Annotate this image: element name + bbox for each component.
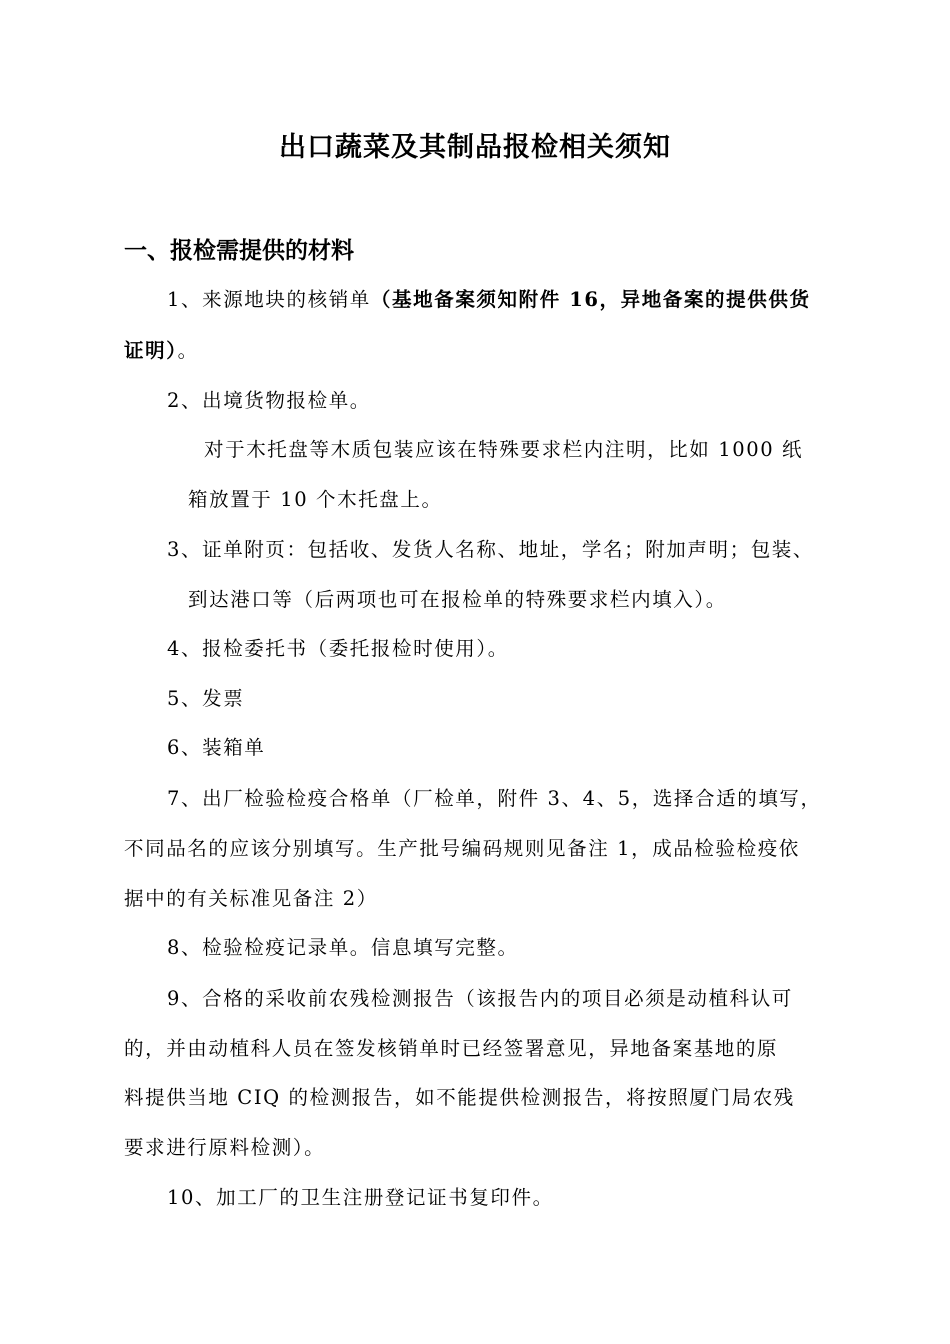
- document-title: 出口蔬菜及其制品报检相关须知: [279, 132, 671, 163]
- item-2-note-line-1: 对于木托盘等木质包装应该在特殊要求栏内注明，比如 1000 纸: [204, 438, 804, 461]
- item-4: 4、报检委托书（委托报检时使用）。: [167, 637, 509, 660]
- item-6: 6、装箱单: [167, 736, 266, 759]
- item-7-line-3: 据中的有关标准见备注 2）: [124, 887, 378, 910]
- item-2-note-line-2: 箱放置于 10 个木托盘上。: [188, 488, 443, 511]
- item-1-prefix: 1、来源地块的核销单: [167, 288, 371, 311]
- item-2: 2、出境货物报检单。: [167, 389, 371, 412]
- item-9-line-2: 的，并由动植科人员在签发核销单时已经签署意见，异地备案基地的原: [124, 1037, 779, 1060]
- item-9-line-3: 料提供当地 CIQ 的检测报告，如不能提供检测报告，将按照厦门局农残: [124, 1086, 795, 1109]
- item-7-line-2: 不同品名的应该分别填写。生产批号编码规则见备注 1，成品检验检疫依: [124, 837, 800, 860]
- item-9-line-1: 9、合格的采收前农残检测报告（该报告内的项目必须是动植科认可: [167, 987, 793, 1010]
- item-1-bold-note: （基地备案须知附件 16，异地备案的提供供货: [370, 288, 811, 311]
- item-3-line-1: 3、证单附页：包括收、发货人名称、地址，学名；附加声明；包装、: [167, 538, 815, 561]
- section-heading-materials: 一、报检需提供的材料: [124, 237, 354, 264]
- item-10: 10、加工厂的卫生注册登记证书复印件。: [167, 1186, 554, 1209]
- item-3-line-2: 到达港口等（后两项也可在报检单的特殊要求栏内填入）。: [188, 588, 727, 611]
- item-9-line-4: 要求进行原料检测）。: [124, 1136, 326, 1159]
- item-8: 8、检验检疫记录单。信息填写完整。: [167, 936, 519, 959]
- item-1-line-1: [167, 285, 811, 315]
- item-1-line-2: [124, 336, 199, 366]
- item-1-bold-note-cont: 证明）: [124, 339, 178, 362]
- item-7-line-1: 7、出厂检验检疫合格单（厂检单，附件 3、4、5，选择合适的填写，: [167, 787, 822, 810]
- item-1-suffix: 。: [177, 339, 199, 362]
- item-5: 5、发票: [167, 687, 245, 710]
